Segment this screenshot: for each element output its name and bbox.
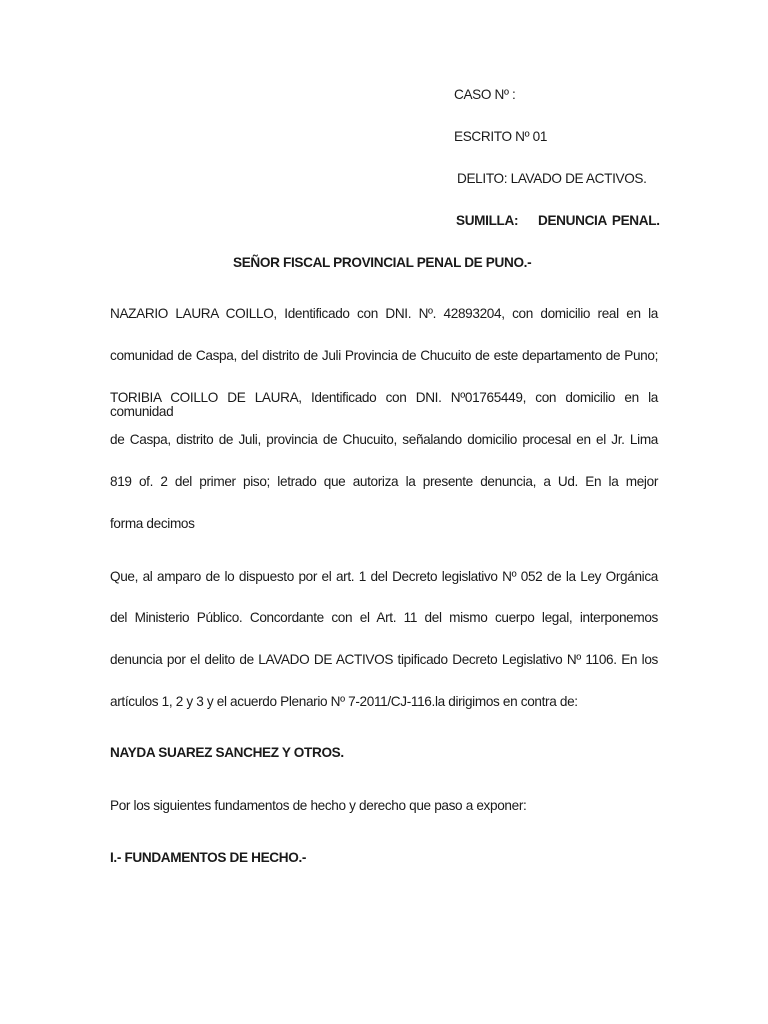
caso-number: CASO Nº :	[454, 87, 516, 102]
paragraph1-line-3: TORIBIA COILLO DE LAURA, Identificado con DNI. Nº01765449, con domicilio en la comunidad	[110, 390, 658, 419]
paragraph1-line-1: NAZARIO LAURA COILLO, Identificado con DNI. Nº. 42893204, con domicilio real en la	[110, 306, 658, 321]
paragraph2-line-4: artículos 1, 2 y 3 y el acuerdo Plenario Nº 7-2011/CJ-116.la dirigimos en contra de:	[110, 694, 578, 709]
paragraph1-line-6: forma decimos	[110, 516, 195, 531]
addressee-heading: SEÑOR FISCAL PROVINCIAL PENAL DE PUNO.-	[233, 255, 532, 270]
paragraph2-line-1: Que, al amparo de lo dispuesto por el art. 1 del Decreto legislativo Nº 052 de la Ley Orgánica	[110, 569, 658, 584]
sumilla-label: SUMILLA:	[456, 213, 519, 228]
paragraph2-line-2: del Ministerio Público. Concordante con el Art. 11 del mismo cuerpo legal, interponemos	[110, 610, 658, 625]
accused-name: NAYDA SUAREZ SANCHEZ Y OTROS.	[110, 745, 344, 760]
intro-line: Por los siguientes fundamentos de hecho y derecho que paso a exponer:	[110, 798, 527, 813]
delito-line: DELITO: LAVADO DE ACTIVOS.	[457, 171, 647, 186]
paragraph1-line-5: 819 of. 2 del primer piso; letrado que autoriza la presente denuncia, a Ud. En la mejor	[110, 474, 658, 489]
paragraph1-line-4: de Caspa, distrito de Juli, provincia de Chucuito, señalando domicilio procesal en el Jr. Lima	[110, 432, 658, 447]
section-heading: I.- FUNDAMENTOS DE HECHO.-	[110, 850, 307, 865]
escrito-number: ESCRITO Nº 01	[454, 129, 548, 144]
paragraph1-line-2: comunidad de Caspa, del distrito de Juli Provincia de Chucuito de este departamento de Puno;	[110, 348, 658, 363]
paragraph2-line-3: denuncia por el delito de LAVADO DE ACTIVOS tipificado Decreto Legislativo Nº 1106. En los	[110, 652, 658, 667]
sumilla-value: DENUNCIA PENAL.	[538, 213, 660, 228]
